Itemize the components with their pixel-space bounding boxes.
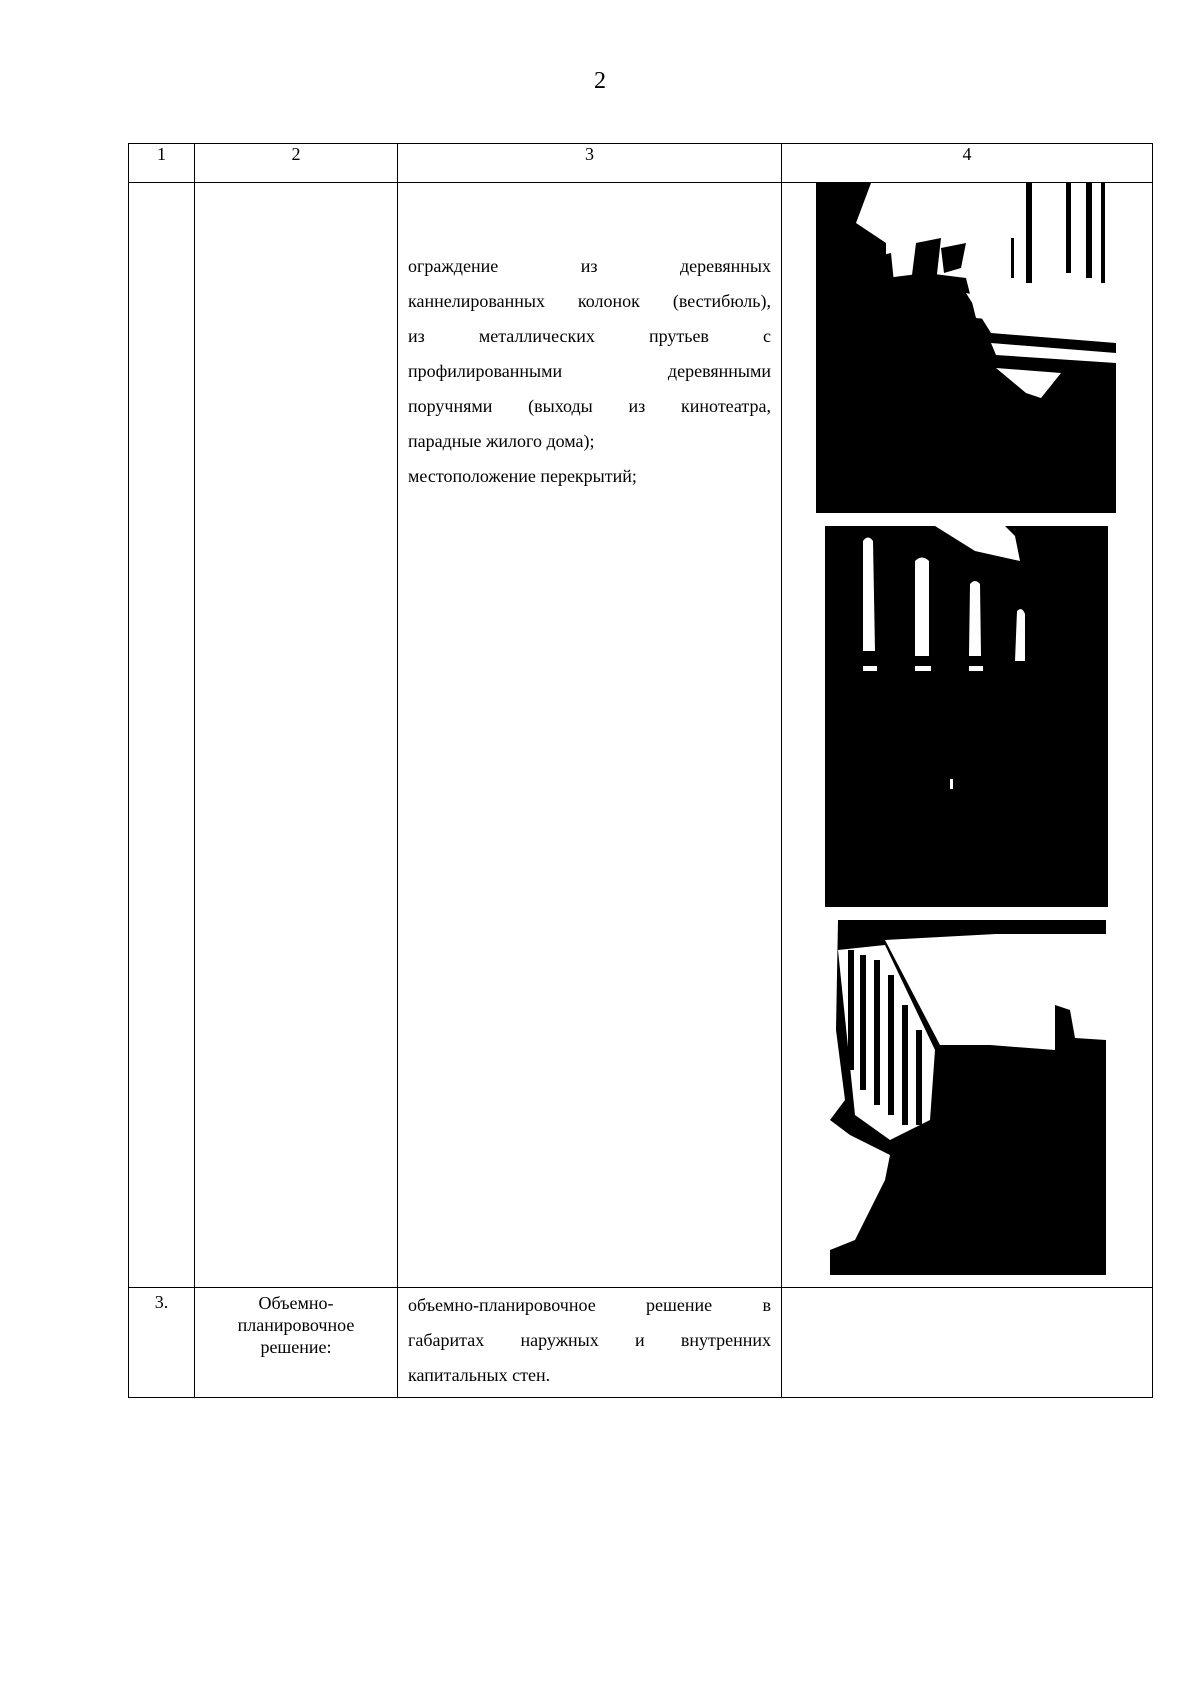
row-photos-cell (782, 1288, 1153, 1398)
row-title-cell (195, 183, 398, 1288)
description-line: каннелированных колонок (вестибюль), (408, 291, 771, 311)
description-line: местоположение перекрытий; (408, 466, 637, 486)
header-cell-1: 1 (129, 144, 195, 183)
description-text (398, 1288, 781, 1393)
row-photos-cell (782, 183, 1153, 1288)
description-line: ограждение из деревянных (408, 256, 771, 276)
description-text (398, 183, 781, 494)
description-line: из металлических прутьев с (408, 326, 771, 346)
photo-colonnade (825, 526, 1108, 907)
page-number: 2 (594, 68, 606, 94)
row-number-cell: 3. (129, 1288, 195, 1398)
row-description-cell (398, 183, 782, 1288)
photo-stack (782, 183, 1152, 1287)
row-title-line: Объемно- (258, 1293, 334, 1313)
heritage-table (128, 143, 1153, 1398)
description-line: габаритах наружных и внутренних (408, 1330, 771, 1350)
table-row (129, 183, 1153, 1288)
row-title-line: планировочное (237, 1315, 355, 1335)
description-line: парадные жилого дома); (408, 431, 595, 451)
row-title-cell (195, 1288, 398, 1398)
photo-staircase (830, 920, 1106, 1275)
header-cell-4: 4 (782, 144, 1153, 183)
description-line: капитальных стен. (408, 1365, 551, 1385)
description-line: поручнями (выходы из кинотеатра, (408, 396, 771, 416)
row-title-line: решение: (260, 1337, 332, 1357)
table-header-row (129, 144, 1153, 183)
header-cell-2: 2 (195, 144, 398, 183)
table-row (129, 1288, 1153, 1398)
photo-balustrade-hall (816, 183, 1116, 513)
row-number-cell (129, 183, 195, 1288)
row-description-cell (398, 1288, 782, 1398)
description-line: объемно-планировочное решение в (408, 1295, 771, 1315)
description-line: профилированными деревянными (408, 361, 771, 381)
header-cell-3: 3 (398, 144, 782, 183)
